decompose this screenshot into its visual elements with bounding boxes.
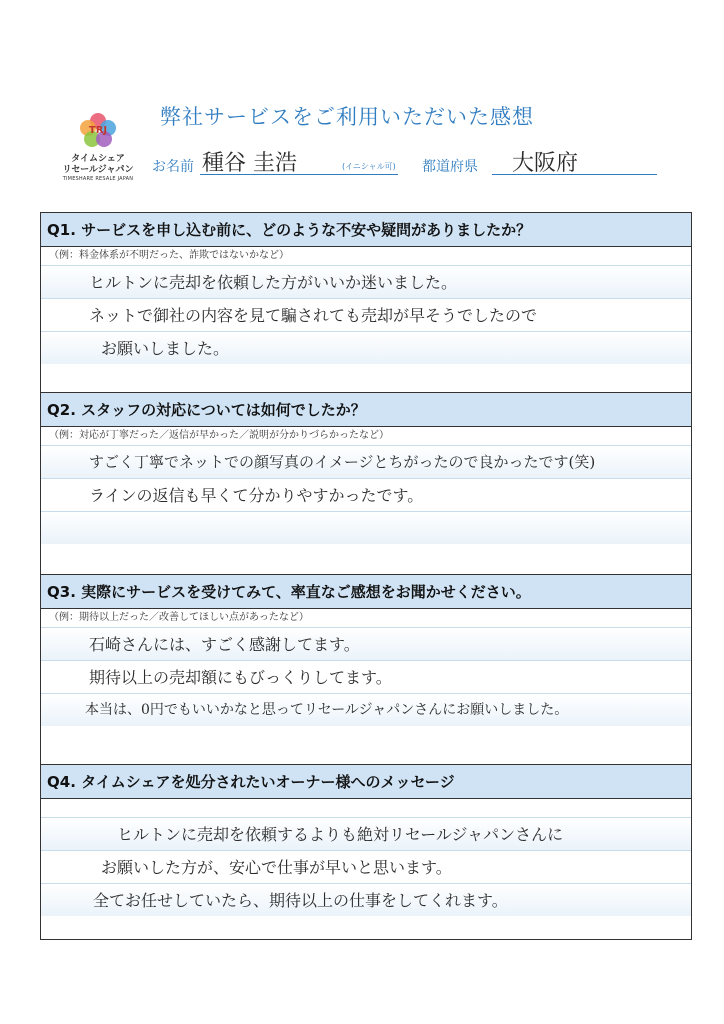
question-heading: Q4. タイムシェアを処分されたいオーナー様へのメッセージ: [41, 765, 691, 799]
logo-text-line3: TIMESHARE RESALE JAPAN: [62, 176, 134, 182]
question-heading: Q1. サービスを申し込む前に、どのような不安や疑問がありましたか？: [41, 213, 691, 247]
question-1: [41, 213, 691, 393]
initial-note: (イニシャル可): [342, 162, 396, 171]
prefecture-underline: [492, 174, 657, 175]
name-prefecture-row: [152, 152, 662, 178]
question-3: [41, 575, 691, 765]
answer-line: ヒルトンに売却を依頼するよりも絶対リセールジャパンさんに: [41, 817, 691, 850]
answer-line: ヒルトンに売却を依頼した方がいいか迷いました。: [41, 265, 691, 298]
answer-lines: [41, 627, 691, 726]
question-4: [41, 765, 691, 938]
answer-line: お願いした方が、安心で仕事が早いと思います。: [41, 850, 691, 883]
question-example: （例：期待以上だった／改善してほしい点があったなど）: [49, 612, 309, 623]
questionnaire-form: [40, 212, 692, 940]
answer-lines: [41, 445, 691, 544]
question-example: （例：対応が丁寧だった／返信が早かった／説明が分かりづらかったなど）: [49, 430, 389, 441]
svg-text:TRJ: TRJ: [88, 125, 108, 136]
name-underline: [200, 174, 398, 175]
answer-lines: [41, 799, 691, 916]
answer-line: ラインの返信も早くて分かりやすかったです。: [41, 478, 691, 511]
answer-line: 期待以上の売却額にもびっくりしてます。: [41, 660, 691, 693]
answer-lines: [41, 265, 691, 364]
answer-line: [41, 511, 691, 544]
question-2: [41, 393, 691, 575]
answer-line: お願いしました。: [41, 331, 691, 364]
name-value: 種谷 圭浩: [202, 151, 297, 176]
question-heading: Q2. スタッフの対応については如何でしたか？: [41, 393, 691, 427]
answer-line: 石崎さんには、すごく感謝してます。: [41, 627, 691, 660]
question-example: （例：料金体系が不明だった、詐欺ではないかなど）: [49, 250, 289, 261]
prefecture-value: 大阪府: [512, 151, 579, 176]
question-heading: Q3. 実際にサービスを受けてみて、率直なご感想をお聞かせください。: [41, 575, 691, 609]
answer-line: 全てお任せしていたら、期待以上の仕事をしてくれます。: [41, 883, 691, 916]
name-label: お名前: [152, 159, 194, 175]
prefecture-label: 都道府県: [422, 159, 478, 175]
logo-text-line2: リセールジャパン: [62, 165, 134, 175]
answer-line: ネットで御社の内容を見て騙されても売却が早そうでしたので: [41, 298, 691, 331]
answer-line: すごく丁寧でネットでの顔写真のイメージとちがったので良かったです(笑): [41, 445, 691, 478]
logo-flower-icon: [75, 110, 121, 150]
logo-text-line1: タイムシェア: [71, 154, 125, 164]
company-logo: [62, 110, 134, 183]
answer-line: 本当は、0円でもいいかなと思ってリセールジャパンさんにお願いしました。: [41, 693, 691, 726]
page-title: 弊社サービスをご利用いただいた感想: [160, 105, 534, 129]
